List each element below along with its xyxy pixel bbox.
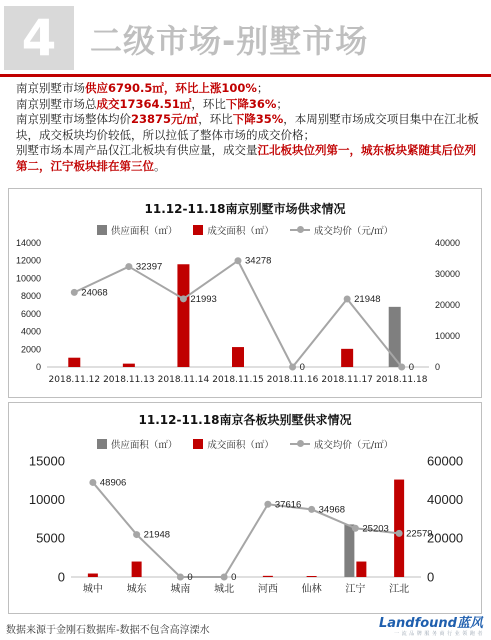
price-data-label: 21993: [190, 293, 217, 305]
landfound-logo: Landfound蓝风 一 流 品 牌 服 务 商 行 业 领 跑 者: [378, 616, 483, 637]
deal-bar: [263, 576, 273, 577]
category-label: 2018.11.18: [375, 375, 428, 385]
price-point: [289, 364, 296, 371]
deal-bar: [394, 480, 404, 577]
category-label: 2018.11.12: [48, 375, 101, 385]
left-tick-label: 10000: [15, 273, 41, 284]
left-tick-label: 5000: [36, 530, 65, 546]
price-data-label: 0: [408, 362, 415, 373]
category-label: 城北: [214, 584, 235, 595]
deal-bar: [341, 349, 353, 367]
legend-price-swatch-2: [290, 443, 310, 445]
price-data-label: 25203: [362, 523, 389, 535]
price-data-label: 37616: [274, 499, 302, 511]
price-point: [180, 295, 187, 302]
daily-chart-legend: [9, 223, 481, 237]
price-point: [352, 525, 359, 532]
district-chart-title: 11.12-11.18南京各板块别墅供求情况: [138, 413, 352, 427]
deal-bar: [232, 347, 244, 367]
price-data-label: 34968: [318, 504, 346, 516]
left-tick-label: 12000: [15, 255, 41, 266]
price-point: [235, 257, 242, 264]
price-data-label: 21948: [354, 293, 381, 305]
category-label: 2018.11.17: [321, 375, 373, 385]
daily-chart-panel: [8, 188, 482, 398]
price-point: [71, 289, 78, 296]
section-header: [0, 0, 491, 76]
category-label: 城中: [82, 584, 103, 595]
price-data-label: 48906: [99, 477, 127, 489]
price-point: [177, 574, 184, 581]
deal-bar: [132, 562, 142, 577]
left-tick-label: 14000: [15, 238, 41, 248]
price-data-label: 22579: [406, 528, 433, 540]
category-label: 2018.11.15: [212, 375, 264, 385]
summary-line-deal: 南京别墅市场总成交17364.51㎡，环比下降36%；: [16, 96, 288, 111]
left-tick-label: 0: [57, 569, 65, 585]
category-label: 2018.11.16: [266, 375, 319, 385]
deal-bar: [356, 562, 366, 577]
daily-supply-demand-chart: [9, 237, 483, 397]
summary-text: [16, 81, 486, 174]
legend-deal-2: 成交面积（㎡）: [193, 437, 274, 451]
section-title: 二级市场-别墅市场: [90, 22, 369, 60]
price-point: [133, 531, 140, 538]
right-tick-label: 40000: [435, 238, 461, 248]
daily-chart-title: 11.12-11.18南京别墅市场供求情况: [144, 202, 346, 216]
price-point: [264, 501, 271, 508]
right-tick-label: 10000: [435, 331, 461, 341]
legend-price: 成交均价（元/㎡）: [290, 223, 393, 237]
right-tick-label: 40000: [427, 492, 464, 507]
deal-bar: [307, 576, 317, 577]
legend-supply-swatch: [97, 225, 107, 235]
right-tick-label: 20000: [435, 300, 461, 310]
deal-bar: [68, 358, 80, 367]
left-tick-label: 8000: [20, 291, 41, 302]
legend-supply: 供应面积（㎡）: [97, 223, 178, 237]
price-data-label: 24068: [81, 287, 108, 299]
price-data-label: 21948: [143, 529, 171, 541]
price-point: [344, 295, 351, 302]
category-label: 河西: [257, 584, 278, 595]
deal-bar: [123, 364, 135, 367]
header-divider: [0, 74, 491, 77]
left-tick-label: 2000: [20, 344, 41, 355]
category-label: 江宁: [345, 584, 366, 595]
summary-line-supply: 南京别墅市场供应6790.5㎡，环比上涨100%；: [16, 81, 269, 95]
supply-bar: [344, 524, 354, 577]
price-data-label: 0: [231, 572, 237, 583]
right-tick-label: 60000: [427, 453, 464, 469]
section-number: 4: [4, 6, 74, 70]
district-chart-panel: [8, 402, 482, 614]
right-tick-label: 0: [427, 569, 435, 585]
summary-line-price: 南京别墅市场整体均价23875元/㎡，环比下降35%，本周别墅市场成交项目集中在江北板块，成交板块均价较低，所以拉低了整体市场的成交价格；: [16, 112, 479, 142]
left-tick-label: 4000: [20, 326, 41, 337]
legend-deal-swatch: [193, 225, 203, 235]
left-tick-label: 0: [35, 362, 41, 372]
price-data-label: 0: [299, 362, 305, 373]
price-point: [89, 479, 96, 486]
legend-price-swatch: [290, 229, 310, 231]
price-point: [398, 364, 405, 371]
summary-line-ranking: 别墅市场本周产品仅江北板块有供应量，成交量江北板块位列第一，城东板块紧随其后位列第二，江宁板块排在第三位。: [16, 143, 476, 173]
price-data-label: 34278: [245, 255, 272, 267]
category-label: 仙林: [301, 584, 322, 595]
legend-price-2: 成交均价（元/㎡）: [290, 437, 393, 451]
price-data-label: 0: [187, 572, 193, 583]
category-label: 城东: [126, 584, 147, 595]
category-label: 江北: [389, 584, 410, 595]
left-tick-label: 6000: [20, 308, 41, 319]
legend-supply-2: 供应面积（㎡）: [97, 437, 178, 451]
deal-bar: [88, 574, 98, 577]
left-tick-label: 15000: [28, 453, 65, 469]
category-label: 2018.11.14: [157, 375, 210, 385]
district-supply-demand-chart: [9, 449, 483, 613]
data-source-note: 数据来源于金刚石数据库-数据不包含高淳溧水: [6, 625, 210, 636]
price-point: [396, 530, 403, 537]
legend-deal-swatch-2: [193, 439, 203, 449]
category-label: 2018.11.13: [103, 375, 155, 385]
right-tick-label: 0: [435, 362, 441, 372]
left-tick-label: 10000: [28, 492, 65, 507]
right-tick-label: 30000: [435, 269, 461, 279]
deal-bar: [177, 264, 189, 367]
price-point: [308, 506, 315, 513]
legend-supply-swatch-2: [97, 439, 107, 449]
price-data-label: 32397: [135, 261, 163, 273]
price-point: [125, 263, 132, 270]
legend-deal: 成交面积（㎡）: [193, 223, 274, 237]
category-label: 城南: [170, 584, 191, 595]
price-point: [221, 574, 228, 581]
right-tick-label: 20000: [427, 530, 464, 546]
